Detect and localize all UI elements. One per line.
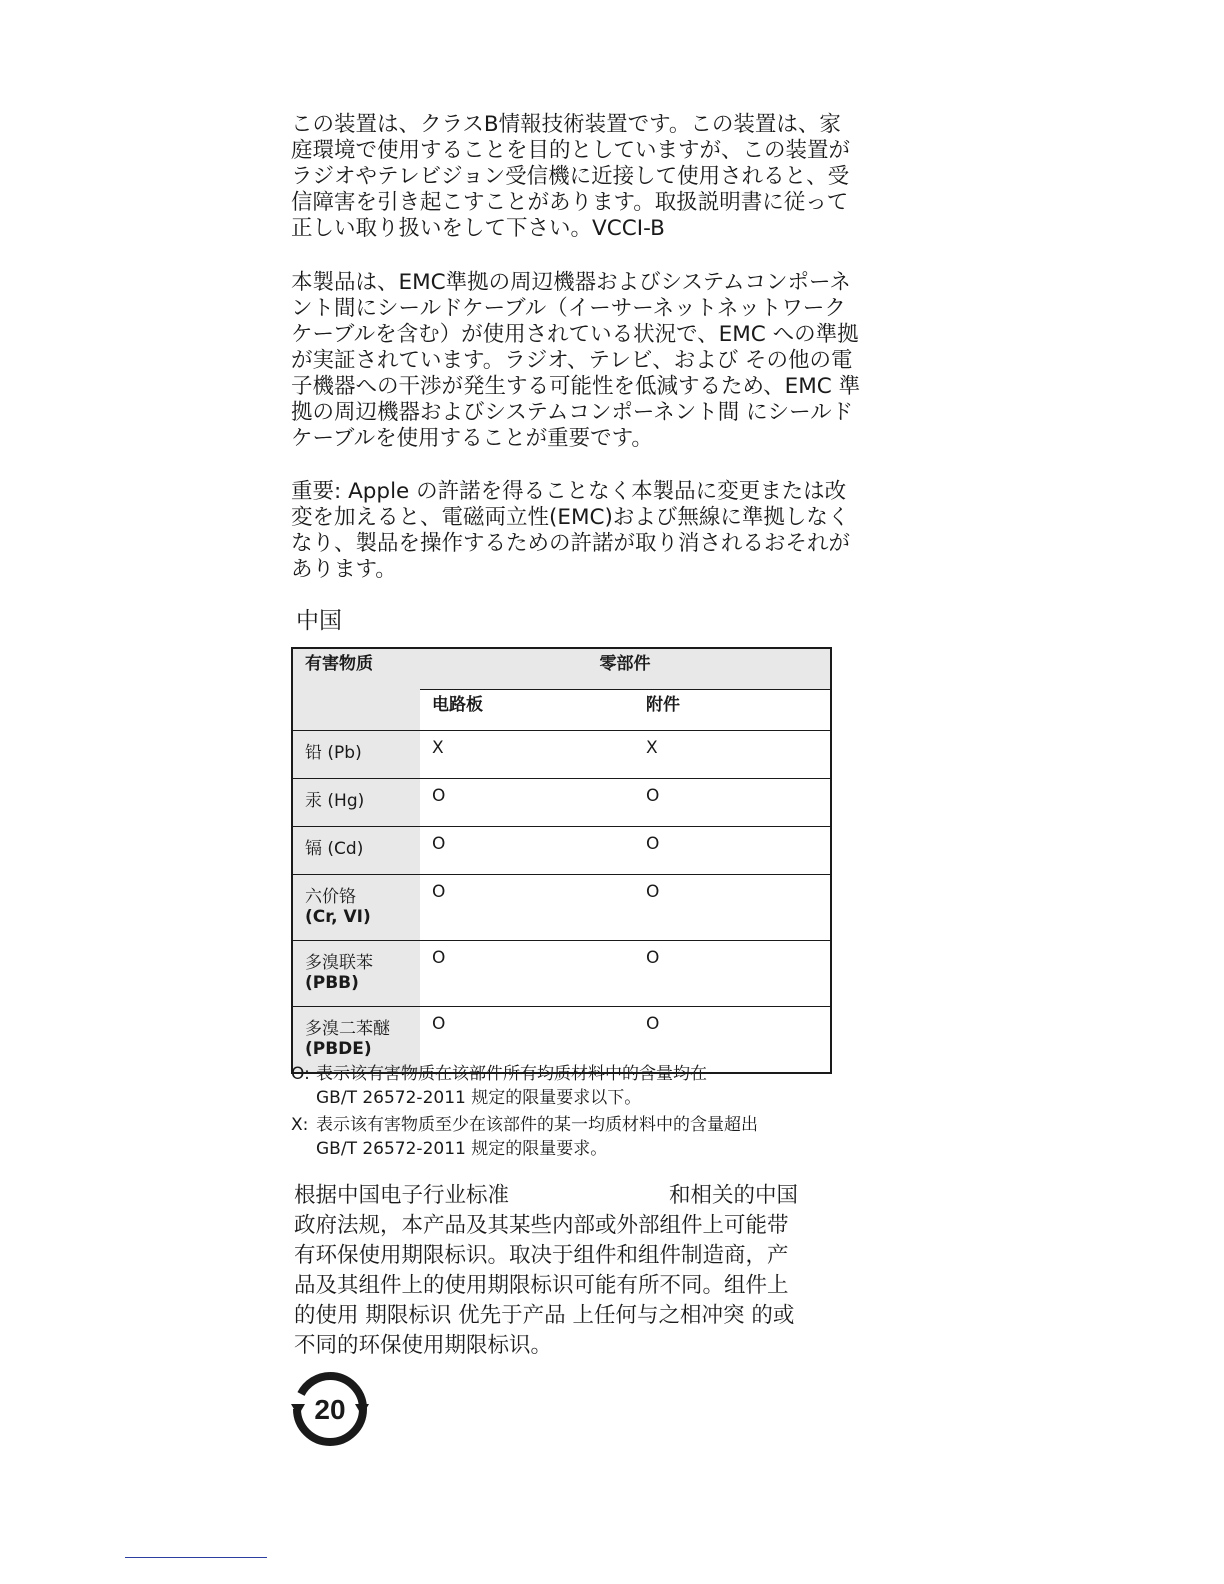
text-line (294, 1181, 798, 1211)
text-line: 表示该有害物质在该部件所有均质材料中的含量均在 (316, 1064, 707, 1084)
substance-name (292, 941, 420, 1007)
important-notice-paragraph (291, 479, 850, 583)
text-line: 信障害を引き起こすことがあります。取扱説明書に従って (291, 190, 849, 215)
text-line: ラジオやテレビジョン受信機に近接して使用されると、受 (291, 164, 850, 189)
substance-formula: (PBDE) (305, 1039, 372, 1059)
footer-rule (125, 1557, 267, 1558)
table-notes (291, 1062, 851, 1164)
table-row (292, 941, 831, 1007)
substance-label: 多溴联苯 (305, 953, 373, 973)
text-line: 拠の周辺機器およびシステムコンポーネント間 にシールド (291, 400, 854, 425)
note-mark: X: (291, 1115, 309, 1135)
text-line: 品及其组件上的使用期限标识可能有所不同。组件上 (294, 1273, 789, 1298)
text-line: あります。 (291, 557, 397, 582)
accessory-value: X (634, 731, 831, 779)
board-value: X (420, 731, 634, 779)
text-line: 的使用 期限标识 优先于产品 上任何与之相冲突 的或 (294, 1303, 795, 1328)
text-line: 庭環境で使用することを目的としていますが、この装置が (291, 138, 851, 163)
text-line: GB/T 26572-2011 规定的限量要求以下。 (316, 1088, 642, 1108)
text-line: 正しい取り扱いをして下さい。VCCI-B (291, 216, 665, 241)
substance-name (292, 731, 420, 779)
header-parts: 零部件 (420, 648, 831, 690)
table-header-row (292, 648, 831, 690)
hazardous-substance-table (291, 647, 832, 1074)
table-row (292, 779, 831, 827)
accessory-value: O (634, 779, 831, 827)
note-text (316, 1113, 758, 1161)
table-row (292, 731, 831, 779)
text-line: 重要: Apple の許諾を得ることなく本製品に変更または改 (291, 479, 847, 504)
substance-name (292, 779, 420, 827)
text-line: が実証されています。ラジオ、テレビ、および その他の電 (291, 348, 853, 373)
accessory-value: O (634, 875, 831, 941)
text-line: 表示该有害物质至少在该部件的某一均质材料中的含量超出 (316, 1115, 758, 1135)
note-text (316, 1062, 707, 1110)
emc-shielded-cable-paragraph (291, 270, 860, 452)
board-value: O (420, 941, 634, 1007)
header-accessory: 附件 (634, 690, 831, 731)
substance-formula: (PBB) (305, 973, 359, 993)
accessory-value: O (634, 941, 831, 1007)
china-heading: 中国 (296, 608, 342, 634)
substance-label: 铅 (Pb) (305, 743, 362, 763)
header-circuit-board: 电路板 (420, 690, 634, 731)
substance-name (292, 875, 420, 941)
text-fragment: 根据中国电子行业标准 (294, 1183, 510, 1208)
board-value: O (420, 779, 634, 827)
text-fragment: 和相关的中国 (669, 1183, 799, 1208)
text-line: 有环保使用期限标识。取决于组件和组件制造商，产 (294, 1243, 789, 1268)
substance-label: 镉 (Cd) (305, 839, 364, 859)
environment-friendly-use-period-logo (291, 1370, 369, 1448)
vcci-paragraph (291, 112, 850, 242)
text-line: ケーブルを使用することが重要です。 (291, 426, 653, 451)
text-line: 変を加えると、電磁両立性(EMC)および無線に準拠しなく (291, 505, 850, 530)
text-line: ケーブルを含む）が使用されている状況で、EMC への準拠 (291, 322, 859, 347)
header-substance: 有害物质 (292, 648, 420, 731)
substance-label: 多溴二苯醚 (305, 1019, 390, 1039)
board-value: O (420, 1007, 634, 1074)
text-line: GB/T 26572-2011 规定的限量要求。 (316, 1139, 608, 1159)
text-line: 不同的环保使用期限标识。 (294, 1333, 553, 1358)
text-line: ント間にシールドケーブル（イーサーネットネットワーク (291, 296, 846, 321)
text-line: この装置は、クラスB情報技術装置です。この装置は、家 (291, 112, 841, 137)
efup-paragraph (294, 1181, 798, 1361)
board-value: O (420, 827, 634, 875)
text-line: なり、製品を操作するための許諾が取り消されるおそれが (291, 531, 851, 556)
note-o (291, 1062, 851, 1110)
substance-name (292, 827, 420, 875)
accessory-value: O (634, 827, 831, 875)
note-mark: O: (291, 1064, 310, 1084)
note-x (291, 1113, 851, 1161)
accessory-value: O (634, 1007, 831, 1074)
logo-number: 20 (314, 1394, 346, 1425)
substance-formula: (Cr, VI) (305, 907, 371, 927)
board-value: O (420, 875, 634, 941)
text-line: 本製品は、EMC準拠の周辺機器およびシステムコンポーネ (291, 270, 851, 295)
substance-label: 六价铬 (305, 887, 356, 907)
text-line: 子機器への干渉が発生する可能性を低減するため、EMC 準 (291, 374, 861, 399)
table-row (292, 875, 831, 941)
substance-label: 汞 (Hg) (305, 791, 365, 811)
text-line: 政府法规，本产品及其某些内部或外部组件上可能带 (294, 1213, 789, 1238)
table-row (292, 827, 831, 875)
